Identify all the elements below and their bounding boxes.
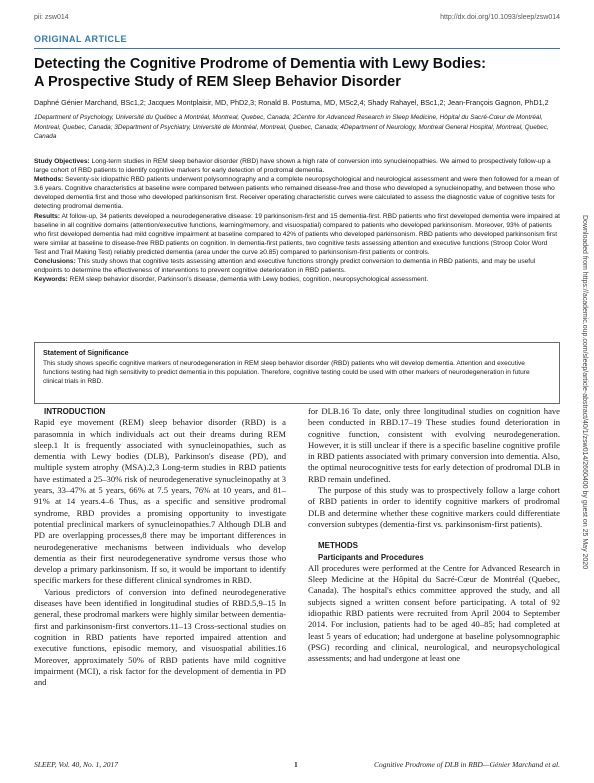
- results-text: At follow-up, 34 patients developed a neurodegenerative disease: 19 parkinsonism-first and 15 dementia-first. RBD patients who first developed dementia were impaired at baseline in all cognitive domains (attention/executive functions, learning/memory, and visuospatial) compared to patients who developed parkinsonism. Moreover, 93% of patients who first developed dementia had mild cognitive impairment at baseline compared to 42% of patients who developed parkinsonism. RBD patients who developed parkinsonism first were similar at baseline to disease-free RBD patients on cognition. In dementia-first patients, two cognitive tests assessing attention and executive functions (Stroop Color Word Test and Trail Making Test) reliably predicted dementia (area under the curve ≥0.85) compared to parkinsonism-first patients or controls.: [34, 212, 560, 256]
- abstract-objectives: [34, 157, 560, 175]
- methods-paragraph-1: All procedures were performed at the Centre for Advanced Research in Sleep Medicine at the Hôpital du Sacré-Cœur de Montréal (Quebec, Canada). The hospital's ethics committee approved the study, and all subjects signed a written consent before participating. A total of 92 idiopathic RBD patients were recruited from April 2004 to September 2014. For inclusion, patients had to be aged 40–85; had completed at least 5 years of education; had undergone at baseline polysomnographic (PSG) recording and clinical, neurological, and neuropsychological assessments; and had undergone at least one: [308, 562, 560, 664]
- left-column: [34, 406, 286, 688]
- author-list: Daphné Génier Marchand, BSc1,2; Jacques Montplaisir, MD, PhD2,3; Ronald B. Postuma, MD, MSc2,4; Shady Rahayel, BSc1,2; Jean-François Gagnon, PhD1,2: [34, 98, 549, 107]
- results-label: Results:: [34, 212, 61, 220]
- title-line-1: Detecting the Cognitive Prodrome of Dementia with Lewy Bodies:: [34, 56, 486, 72]
- methods-label: Methods:: [34, 176, 64, 184]
- page-header: [34, 14, 560, 26]
- methods-heading: METHODS: [318, 541, 358, 551]
- intro-paragraph-2: Various predictors of conversion into defined neurodegenerative diseases have been identified in longitudinal studies of RBD.5,9–15 In general, these prodromal markers were highly similar between dementia-first and parkinsonism-first convertors.11–13 Cross-sectional studies on cognition in RBD patients have reported impaired attention and executive functions, episodic memory, and visuospatial abilities.16 Moreover, approximately 50% of RBD patients have mild cognitive impairment (MCI), a risk factor for the development of dementia in PD and: [34, 586, 286, 688]
- abstract: [34, 157, 560, 284]
- abstract-results: [34, 212, 560, 257]
- doi-link[interactable]: http://dx.doi.org/10.1093/sleep/zsw014: [440, 14, 560, 21]
- intro-paragraph-4: The purpose of this study was to prospectively follow a large cohort of RBD patients in order to identify cognitive markers of prodromal DLB and determine whether these cognitive markers could differentiate conversion subtypes (dementia-first vs. parkinsonism-first patients).: [308, 485, 560, 529]
- conclusions-label: Conclusions:: [34, 258, 76, 266]
- article-type-label: ORIGINAL ARTICLE: [34, 34, 127, 44]
- keywords-text: REM sleep behavior disorder, Parkinson's disease, dementia with Lewy bodies, cognition, neuropsychological assessment.: [67, 276, 429, 284]
- abstract-keywords: [34, 275, 560, 284]
- conclusions-text: This study shows that cognitive tests assessing attention and executive functions strongly predict conversion to dementia in RBD patients, and may be useful endpoints to determine the effectiveness of interventions to prevent cognitive deterioration in RBD patients.: [34, 258, 536, 275]
- download-watermark-text: Downloaded from https://academic.oup.com/sleep/article-abstract/40/1/zsw014/2660400 by guest on 25 May 2020: [581, 215, 588, 570]
- objectives-label: Study Objectives:: [34, 158, 90, 165]
- page-footer: [34, 760, 560, 772]
- significance-box: [34, 342, 560, 404]
- header-divider: [34, 48, 560, 49]
- significance-title: Statement of Significance: [43, 350, 129, 357]
- abstract-conclusions: [34, 257, 560, 275]
- objectives-text: Long-term studies in REM sleep behavior disorder (RBD) have shown a high rate of conversion into synucleinopathies. We aimed to prospectively follow-up a large cohort of RBD patients to identify cognitive markers for early detection of prodromal dementia.: [34, 158, 551, 175]
- keywords-label: Keywords:: [34, 276, 68, 284]
- pii-label: pii: zsw014: [34, 14, 69, 21]
- title-line-2: A Prospective Study of REM Sleep Behavior Disorder: [34, 74, 401, 90]
- abstract-methods: [34, 175, 560, 211]
- intro-paragraph-1: Rapid eye movement (REM) sleep behavior disorder (RBD) is a parasomnia in which individuals act out their dreams during REM sleep.1 It is frequently associated with synucleinopathies, such as dementia with Lewy bodies (DLB), Parkinson's disease (PD), and multiple system atrophy (MSA).2,3 Long-term studies in RBD patients have estimated a 25–30% risk of neurodegenerative synucleinopathy at 3 years, 33–47% at 5 years, 66% at 7.5 years, 76% at 10 years, and 81–91% at 14 years.4–6 Thus, as a specific and sensitive prodromal syndrome, RBD provides a promising opportunity to investigate potential preclinical markers of synucleinopathies.7 Although DLB and PD are overlapping processes,8 there may be important differences in neurodegenerative mechanisms between individuals who develop dementia as their first neurodegenerative syndrome versus those who develop a primary parkinsonism. If so, it would be important to identify specific markers for these different clinical syndromes in RBD.: [34, 417, 286, 586]
- article-title: [34, 55, 554, 91]
- introduction-heading: INTRODUCTION: [44, 407, 106, 416]
- intro-paragraph-3: for DLB.16 To date, only three longitudinal studies on cognition have been conducted in RBD.17–19 These studies found deterioration in cognitive function, consistent with evolving neurodegeneration. However, it is still unclear if there is a specific baseline cognitive profile in RBD patients associated with primary conversion into dementia. Also, the optimal neurocognitive tests for early detection of prodromal DLB in RBD remain undefined.: [308, 406, 560, 484]
- significance-text: This study shows specific cognitive markers of neurodegeneration in REM sleep behavior disorder (RBD) patients who will develop dementia. Attention and executive functions testing had high sensitivity to predict dementia in this population. Therefore, cognitive testing could be used with other markers of neurodegeneration in future clinical trials in RBD.: [43, 360, 530, 386]
- right-column: [308, 406, 560, 665]
- participants-heading: Participants and Procedures: [318, 552, 424, 562]
- journal-citation: SLEEP, Vol. 40, No. 1, 2017: [34, 760, 119, 769]
- download-watermark: [578, 215, 590, 705]
- page-number: 1: [294, 760, 298, 769]
- section-spacer: [308, 530, 560, 540]
- methods-text: Seventy-six idiopathic RBD patients underwent polysomnography and a complete neuropsychological and neurological assessment and were then followed for a mean of 3.6 years. Cognitive characteristics at baseline were compared between patients who remained disease-free and those who developed a synucleinopathy, and between those who developed dementia first and those who developed parkinsonism first. Receiver operating characteristic curves were calculated to assess the diagnostic value of cognitive tests for detecting prodromal dementia.: [34, 176, 559, 211]
- running-title: Cognitive Prodrome of DLB in RBD—Génier Marchand et al.: [373, 760, 560, 769]
- affiliations: 1Department of Psychology, Université du Québec à Montréal, Montreal, Quebec, Canada; 2Centre for Advanced Research in Sleep Medicine, Hôpital du Sacré-Cœur de Montréal, Montreal, Quebec, Canada; 3Department of Psychiatry, Université de Montréal, Montreal, Quebec, Canada; 4Department of Neurology, Montreal General Hospital, Montreal, Quebec, Canada: [34, 114, 549, 141]
